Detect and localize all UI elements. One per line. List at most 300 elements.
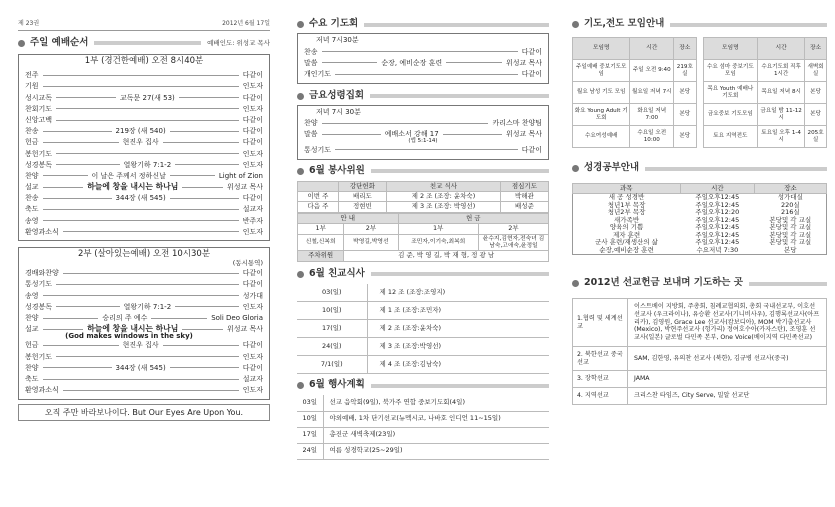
order-item: 전주 <box>25 71 39 80</box>
table-cell: 본당 <box>674 126 696 148</box>
volunteers-heading <box>297 165 549 178</box>
leader-line <box>322 62 378 63</box>
table-cell: 화요일 저녁7:00 <box>630 104 674 126</box>
table-header: 2부 <box>344 224 398 234</box>
order-person: 인도자 <box>242 82 263 91</box>
table-cell: 3. 장학선교 <box>573 371 628 388</box>
page-header <box>18 0 270 31</box>
order-person: 다같이 <box>242 269 263 278</box>
fri-title: 금요성령집회 <box>309 89 365 101</box>
order-item: 축도 <box>25 205 39 214</box>
table-row <box>703 104 827 126</box>
service1-box <box>18 54 270 242</box>
column-info <box>572 0 827 507</box>
order-item: 경배와찬양 <box>25 269 59 278</box>
order-person: 다같이 <box>242 280 263 289</box>
table-row <box>703 82 827 104</box>
order-person: 위성교 목사 <box>505 58 543 67</box>
order-person: 인도자 <box>242 352 263 361</box>
table-cell: 양육의 기쁨 <box>609 223 644 232</box>
order-detail: 219장 (새 540) <box>115 127 166 136</box>
order-person: 위성교 목사 <box>226 325 264 334</box>
table-cell: 본당 <box>784 245 797 254</box>
table-cell: 제자 훈련 <box>612 230 641 239</box>
order-item: 송영 <box>25 291 39 300</box>
table-row <box>573 126 697 148</box>
table-row <box>297 284 549 302</box>
order-detail: 승리의 주 예수 <box>102 314 148 323</box>
wed-title: 수요 기도회 <box>309 18 359 30</box>
leader-line <box>43 86 239 87</box>
order-row <box>25 126 263 137</box>
order-item: 성경봉독 <box>25 302 53 311</box>
order-person: 다같이 <box>242 127 263 136</box>
table-cell: 윤수지,김현자,전숙녀 김남숙,고애숙,윤정일 <box>479 234 549 250</box>
leader-line <box>63 231 239 232</box>
table-cell: 본당 <box>674 104 696 126</box>
table-cell: 220실 <box>780 200 800 209</box>
table-cell: 본당및 각 교실 <box>769 215 812 224</box>
table-cell: 수요기도회 직후 1시간 <box>758 60 805 82</box>
leader-line <box>170 131 239 132</box>
order-row <box>25 385 263 396</box>
heading-bar <box>749 282 827 286</box>
table-cell: 24(일) <box>297 338 367 356</box>
table-cell: 수요일 오전 10:00 <box>630 126 674 148</box>
table-row <box>297 338 549 356</box>
table-row <box>703 60 827 82</box>
mission-title: 2012년 선교헌금 보내며 기도하는 곳 <box>584 277 743 289</box>
table-cell: 수요여성예배 <box>573 126 630 148</box>
order-row <box>25 215 263 226</box>
table-cell: 10(일) <box>297 302 367 320</box>
leader-line <box>163 142 239 143</box>
table-cell: 배성준 <box>500 202 548 212</box>
leader-line <box>43 142 119 143</box>
study-table <box>572 183 827 255</box>
table-header: 시간 <box>630 38 674 60</box>
table-cell: 제 2 조 (조장:윤차숙) <box>367 320 549 338</box>
table-cell: 선교 음악회(9일), 북가주 연합 중보기도회(4일) <box>323 395 549 411</box>
worship-title: 주일 예배순서 <box>30 36 89 48</box>
table-cell: 야외예배, 1차 단기선교(뉴멕시코, 나바호 인디언 11~15일) <box>323 411 549 427</box>
table-cell: 목요일 저녁 8시 <box>758 82 805 104</box>
table-cell: 제 12 조 (조장:조영지) <box>367 284 549 302</box>
table-cell: 박영길,박영선 <box>344 234 398 250</box>
order-person: 다같이 <box>521 69 542 78</box>
service1-title: 1부 (경건한예배) 오전 8시40분 <box>84 55 204 66</box>
leader-line <box>182 329 223 330</box>
table-header-row <box>703 38 827 60</box>
leader-line <box>43 75 239 76</box>
table-cell: 총진군 새벽축제(23일) <box>323 427 549 443</box>
order-detail: 344장 (새 545) <box>115 363 166 372</box>
table-cell: 김 준, 박 영 길, 박 재 형, 정 광 남 <box>344 251 549 261</box>
order-item: 축도 <box>25 375 39 383</box>
table-cell: 205호실 <box>805 126 827 148</box>
heading-bar <box>370 94 549 98</box>
leader-line <box>175 164 239 165</box>
leader-line <box>56 356 239 357</box>
leader-line <box>56 120 239 121</box>
scripture-ref: (엡 5:1-14) <box>408 138 438 145</box>
leader-line <box>322 51 518 52</box>
table-cell: 제 3 조 (조장: 박영선) <box>386 202 500 212</box>
leader-line <box>43 318 99 319</box>
order-item: 찬양 <box>304 119 318 128</box>
order-person: 다같이 <box>242 138 263 147</box>
order-person: 인도자 <box>242 302 264 311</box>
table-cell: 제 1 조 (조장:조민자) <box>367 302 549 320</box>
order-detail: 하늘에 창을 내시는 하나님 <box>87 323 179 333</box>
order-row <box>25 351 263 362</box>
wed-heading <box>297 18 549 31</box>
order-row <box>25 81 263 92</box>
leader-line <box>56 108 239 109</box>
table-row <box>703 126 827 148</box>
table-cell: 월요일 저녁 7시 <box>630 82 674 104</box>
order-row <box>25 340 263 351</box>
table-header: 시간 <box>680 184 755 194</box>
order-person: 인도자 <box>242 149 263 158</box>
order-item: 성경봉독 <box>25 160 53 169</box>
order-item: 찬송 <box>25 194 39 203</box>
meetings-title: 기도,전도 모임안내 <box>584 18 665 30</box>
order-row <box>25 268 263 279</box>
fri-box <box>297 105 549 160</box>
leader-line <box>43 295 239 296</box>
table-row <box>573 388 827 405</box>
table-cell: 주일오후12:45 <box>695 223 740 232</box>
table-header: 헌 금 <box>398 213 549 223</box>
table-header: 과목 <box>573 184 681 194</box>
order-row <box>25 204 263 215</box>
table-header: 강단헌화 <box>338 181 386 191</box>
table-cell: 주일오후12:45 <box>695 238 740 247</box>
table-cell: 주일오후12:45 <box>695 230 740 239</box>
leader-line <box>43 220 239 221</box>
leader-line <box>56 153 239 154</box>
order-item: 찬양 <box>25 314 39 323</box>
heading-bar <box>670 23 827 27</box>
order-item: 헌금 <box>25 138 39 147</box>
order-item: 개인기도 <box>304 69 332 78</box>
fri-time: 저녁 7시 30분 <box>316 107 361 116</box>
table-cell: 새 공 성경반 <box>608 193 645 202</box>
table-header: 모임명 <box>703 38 758 60</box>
order-person: 인도자 <box>242 227 263 236</box>
leader-line <box>179 97 239 98</box>
table-row <box>297 443 549 459</box>
table-cell: 이스트베이 지방회, 주총회, 침례교협의회, 총회 국내선교부, 이호선선교사 (우크라이나), 유승환 선교사(기니비사우), 김행록선교사(아프리카), 김영원, Grace Lee 선교사(캄보디아), MOM 박기출선교사 (Mexico), 박현주선교사 (헝가리) 정여호수아(카자스탄), 조영훈 선교사(일본) 글로벌 다민족 본부, One Voice(베이지역 다민족선교) <box>628 299 827 347</box>
table-cell: 금요일 밤 11-12시 <box>758 104 805 126</box>
table-row <box>297 411 549 427</box>
table-cell: 수요저녁 7:30 <box>696 245 739 254</box>
issue-date: 2012년 6월 17일 <box>222 20 270 27</box>
order-row <box>25 114 263 125</box>
table-row <box>573 82 697 104</box>
table-cell: 본당 <box>805 82 827 104</box>
leader-line <box>170 367 239 368</box>
order-row <box>25 290 263 301</box>
leader-line <box>151 318 207 319</box>
order-item: 성시교독 <box>25 93 53 102</box>
service2-leader: (동시통역) <box>232 259 263 268</box>
wed-box <box>297 33 549 84</box>
table-cell: 제 2 조 (조장: 윤차숙) <box>386 192 500 202</box>
meetings-heading <box>572 18 827 31</box>
table-cell: 본당및 각 교실 <box>769 230 812 239</box>
volunteers-table <box>297 181 549 213</box>
service2-title: 2부 (살아있는예배) 오전 10시30분 <box>77 249 211 260</box>
heading-bar <box>645 167 827 171</box>
order-detail: 열왕기하 7:1-2 <box>123 302 172 311</box>
mission-table <box>572 298 827 405</box>
table-cell: SAM, 김한영, 유의찬 선교사 (북한), 김규병 선교사(중국) <box>628 346 827 371</box>
order-row <box>304 46 542 57</box>
order-item: 말씀 <box>304 58 318 67</box>
table-cell: 주일 오전 9:40 <box>630 60 674 82</box>
order-item: 찬양 <box>25 363 39 372</box>
wed-time: 저녁 7시30분 <box>316 36 359 44</box>
leader-line <box>446 62 502 63</box>
order-item: 찬송 <box>25 127 39 136</box>
leader-line <box>443 134 502 135</box>
leader-line <box>43 379 239 380</box>
order-row <box>304 144 542 155</box>
table-cell: 목요 Youth 예배나 기도회 <box>703 82 758 104</box>
leader-line <box>170 198 239 199</box>
order-person: 다같이 <box>521 47 542 56</box>
table-cell: 정현빈 <box>338 202 386 212</box>
leader-line <box>63 273 239 274</box>
order-row <box>304 57 542 68</box>
order-item: 헌금 <box>25 341 39 350</box>
table-cell: 다음 주 <box>298 202 339 212</box>
motto: 오직 주만 바라보나이다. But Our Eyes Are Upon You. <box>18 404 270 421</box>
table-cell: 본당 <box>805 104 827 126</box>
table-row <box>573 60 697 82</box>
bullet-icon <box>297 382 304 389</box>
table-header: 장소 <box>805 38 827 60</box>
bullet-icon <box>297 21 304 28</box>
order-person: Soli Deo Gloria <box>211 314 263 323</box>
table-cell: 17일 <box>297 427 323 443</box>
table-cell: 제 4 조 (조장:김남숙) <box>367 356 549 374</box>
order-detail: 예배소서 강해 17 <box>384 130 439 139</box>
bullet-icon <box>572 21 579 28</box>
plans-table <box>297 395 549 460</box>
bullet-icon <box>297 168 304 175</box>
leader-line <box>56 306 120 307</box>
order-person: 다같이 <box>242 71 263 80</box>
fri-heading <box>297 90 549 103</box>
table-cell: 본당 <box>674 82 696 104</box>
leader-line <box>43 367 112 368</box>
order-detail: 순장, 예비순장 훈련 <box>381 58 443 67</box>
table-cell: 주일오후12:45 <box>695 200 740 209</box>
order-item: 기원 <box>25 82 39 91</box>
table-cell: 1.협력 및 세계선교 <box>573 299 628 347</box>
table-cell: 새벽회실 <box>805 60 827 82</box>
order-item: 찬회기도 <box>25 104 53 113</box>
table-header: 장소 <box>755 184 827 194</box>
meal-heading <box>297 268 549 281</box>
order-detail: 하늘에 창을 내시는 하나님 <box>87 181 179 191</box>
table-cell: 금요중보 기도모임 <box>703 104 758 126</box>
order-item: 환영과소식 <box>25 227 59 236</box>
order-person: 인도자 <box>242 160 264 169</box>
order-row <box>25 148 263 159</box>
table-cell: 성가대실 <box>777 193 803 202</box>
order-item: 찬송 <box>304 47 318 56</box>
study-title: 성경공부안내 <box>584 162 640 174</box>
volunteers-table-2 <box>297 213 549 262</box>
leader-line <box>56 164 120 165</box>
bullet-icon <box>297 93 304 100</box>
bullet-icon <box>572 165 579 172</box>
service2-box <box>18 247 270 399</box>
issue-number: 제 23권 <box>18 20 40 27</box>
table-cell: 03(일) <box>297 284 367 302</box>
table-row <box>573 299 827 347</box>
heading-bar <box>371 384 549 388</box>
bullet-icon <box>18 40 25 47</box>
table-header: 1부 <box>398 224 479 234</box>
table-cell: 순장,예비순장 훈련 <box>599 245 654 254</box>
meal-title: 6월 친교식사 <box>309 267 365 279</box>
table-cell: 월요 남성 기도 모임 <box>573 82 630 104</box>
leader-line <box>43 329 84 330</box>
order-row <box>25 182 263 193</box>
table-cell: 여름 성경학교(25~29일) <box>323 443 549 459</box>
table-header: 친교 식사 <box>386 181 500 191</box>
table-row <box>297 395 549 411</box>
table-cell: 신철,신복희 <box>298 234 344 250</box>
order-person: 설교자 <box>242 205 263 214</box>
order-person: 위성교 목사 <box>505 130 543 139</box>
table-cell: 주일예배 중보기도모임 <box>573 60 630 82</box>
order-row <box>25 103 263 114</box>
table-cell: 박해관 <box>500 192 548 202</box>
order-item: 봉헌기도 <box>25 352 53 361</box>
order-item: 설교 <box>25 325 39 334</box>
order-detail: 현진우 집사 <box>122 138 159 147</box>
order-detail: 교독문 27(새 53) <box>120 93 175 102</box>
leader-line <box>43 198 112 199</box>
order-person: 인도자 <box>242 104 263 113</box>
order-row <box>25 373 263 384</box>
order-person: 다같이 <box>242 93 264 102</box>
leader-line <box>43 187 84 188</box>
leader-line <box>170 175 215 176</box>
table-cell: 주차위원 <box>298 251 344 261</box>
heading-bar <box>364 23 549 27</box>
order-person: 다같이 <box>242 341 263 350</box>
meetings-table-right <box>703 37 828 148</box>
order-row <box>25 193 263 204</box>
order-detail: 열왕기하 7:1-2 <box>123 160 172 169</box>
table-cell: 주일오후12:45 <box>695 215 740 224</box>
table-cell: 청년1부 목장 <box>607 200 646 209</box>
order-person: 설교자 <box>242 375 263 383</box>
order-row <box>25 312 263 323</box>
order-detail: 이 날은 주께서 정하신날 <box>91 171 166 180</box>
table-row <box>573 247 827 255</box>
order-row <box>304 118 542 129</box>
order-item: 송영 <box>25 216 39 225</box>
leader-line <box>56 97 116 98</box>
leader-line <box>182 187 223 188</box>
meetings-table-left <box>572 37 697 148</box>
mission-heading <box>572 277 827 290</box>
order-person: Light of Zion <box>218 171 263 180</box>
worship-heading <box>18 37 270 50</box>
order-person: 다같이 <box>242 194 263 203</box>
table-cell: 화요 Young Adult 기도회 <box>573 104 630 126</box>
order-person: 인도자 <box>242 386 263 395</box>
leader-line <box>43 175 88 176</box>
order-row <box>25 92 263 103</box>
order-detail: 현진우 집사 <box>122 341 159 350</box>
table-cell: 7/1(일) <box>297 356 367 374</box>
table-row <box>297 427 549 443</box>
leader-line <box>335 149 518 150</box>
leader-line <box>322 134 381 135</box>
table-row <box>297 302 549 320</box>
leader-line <box>56 284 239 285</box>
bullet-icon <box>572 280 579 287</box>
leader-line <box>43 131 112 132</box>
order-row <box>25 362 263 373</box>
table-header: 점심기도 <box>500 181 548 191</box>
order-item: 신앙고백 <box>25 115 53 124</box>
table-header: 시간 <box>758 38 805 60</box>
leader-line <box>43 209 239 210</box>
sermon-english: (God makes windows in the sky) <box>65 331 193 340</box>
worship-leader: 예배인도: 위성교 목사 <box>207 38 270 47</box>
heading-bar <box>94 41 201 45</box>
order-row <box>25 301 263 312</box>
table-cell: 03일 <box>297 395 323 411</box>
table-cell: 제 3 조 (조장:박영선) <box>367 338 549 356</box>
order-item: 통성기도 <box>25 280 53 289</box>
order-person: 다같이 <box>242 363 263 372</box>
order-person: 카리스마 찬양팀 <box>492 119 542 128</box>
order-item: 환영과소식 <box>25 386 59 395</box>
table-cell: 24일 <box>297 443 323 459</box>
table-cell: 17(일) <box>297 320 367 338</box>
order-detail: 344장 (새 545) <box>115 194 166 203</box>
order-person: 위성교 목사 <box>226 183 264 192</box>
leader-line <box>43 345 119 346</box>
table-cell: 크리스찬 타임즈, City Serve, 밀알 선교단 <box>628 388 827 405</box>
table-cell: 주일오후12:20 <box>695 208 740 217</box>
table-cell: 본당및 각 교실 <box>769 223 812 232</box>
order-person: 다같이 <box>242 115 263 124</box>
table-cell: 10일 <box>297 411 323 427</box>
table-cell: 토요 지역전도 <box>703 126 758 148</box>
order-row <box>25 226 263 237</box>
order-row <box>25 159 263 170</box>
table-cell: 새가족반 <box>613 215 640 224</box>
column-schedule <box>297 0 549 507</box>
heading-bar <box>371 272 549 276</box>
table-header-row <box>573 38 697 60</box>
table-header: 모임명 <box>573 38 630 60</box>
table-cell: 토요일 오후 1-4시 <box>758 126 805 148</box>
leader-line <box>163 345 239 346</box>
